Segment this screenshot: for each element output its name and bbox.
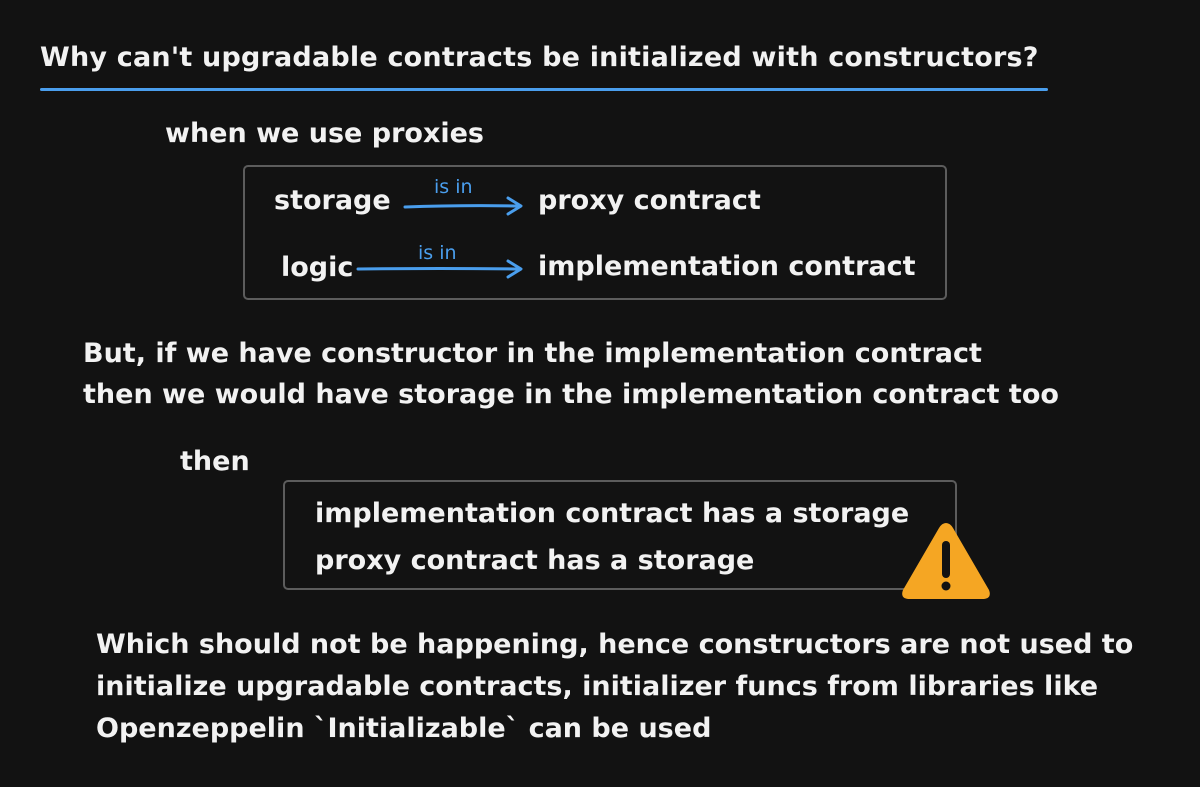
then-label: then [180, 446, 250, 477]
page-title: Why can't upgradable contracts be initialized with constructors? [40, 42, 1039, 73]
problem-line-2: then we would have storage in the implementation contract too [83, 379, 1059, 410]
arrow-label-storage: is in [434, 176, 473, 198]
conclusion-text [96, 624, 1133, 750]
proxy-contract-label: proxy contract [538, 185, 761, 216]
problem-text [83, 333, 1059, 415]
storage-label: storage [274, 185, 391, 216]
logic-label: logic [281, 252, 354, 283]
problem-line-1: But, if we have constructor in the implementation contract [83, 338, 982, 369]
consequence-line-2: proxy contract has a storage [315, 545, 755, 576]
subtitle: when we use proxies [165, 118, 485, 149]
conclusion-line-1: Which should not be happening, hence constructors are not used to [96, 629, 1134, 660]
warning-triangle-icon [897, 518, 995, 604]
consequence-line-1: implementation contract has a storage [315, 498, 910, 529]
conclusion-line-3: Openzeppelin `Initializable` can be used [96, 713, 712, 744]
consequence-text [315, 490, 909, 584]
arrow-label-logic: is in [418, 242, 457, 264]
title-underline [40, 88, 1048, 91]
conclusion-line-2: initialize upgradable contracts, initializer funcs from libraries like [96, 671, 1099, 702]
implementation-contract-label: implementation contract [538, 251, 916, 282]
